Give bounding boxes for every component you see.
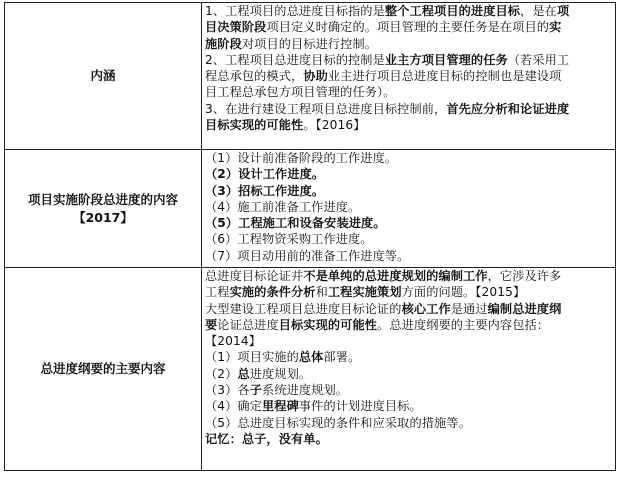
text: 工程: [205, 285, 230, 300]
row-body: [202, 3, 616, 150]
text-line: [205, 366, 612, 382]
bold-text: 核心工作: [401, 301, 451, 316]
text: 部署。: [323, 350, 361, 365]
text: （3）各: [205, 383, 250, 398]
bold-text: 目标实现的可能性: [205, 118, 304, 133]
text-line: [205, 19, 612, 35]
bold-text: 协助: [303, 69, 328, 84]
row-label: [5, 150, 202, 268]
text-line: [205, 248, 612, 264]
text: （6）工程物资采购工作进度。: [205, 232, 373, 247]
text: ，它涉及许多: [487, 269, 562, 283]
text-line: [205, 349, 612, 365]
text-line: [205, 268, 612, 284]
text-line: [205, 183, 612, 199]
text: 项目定义时确定的。项目管理的主要任务是在项目的: [266, 20, 550, 35]
text: （7）项目动用前的准备工作进度等。: [205, 248, 410, 263]
row-label-text: 内涵: [90, 68, 116, 83]
row-label-text: 项目实施阶段总进度的内容: [27, 191, 178, 207]
row-label: [5, 268, 202, 471]
text: 3、在进行建设工程项目总进度目标控制前，: [205, 101, 447, 116]
text-line: [205, 84, 612, 100]
text-line: [205, 398, 612, 414]
text: 目工程总承包方项目管理的任务）。: [205, 85, 396, 100]
text: 事件的计划进度目标。: [298, 399, 422, 414]
table-row-phase-progress: [5, 150, 616, 268]
text: 总进度目标论证并: [205, 269, 304, 283]
bold-text: 编制总进度纲: [487, 301, 562, 316]
bold-text: 子: [249, 383, 263, 398]
text-line: [205, 166, 612, 182]
text: 业主进行项目总进度目标的控制也是建设项: [327, 69, 562, 84]
row-label: [5, 3, 202, 150]
bold-text: 工程实施策划: [327, 285, 402, 300]
text-line: [205, 3, 612, 19]
content-table: [4, 2, 616, 471]
text: 程总承包的模式，: [205, 69, 304, 84]
text-line: [205, 117, 612, 133]
text-line: [205, 333, 612, 349]
text: 大型建设工程项目总进度目标论证的: [205, 301, 402, 316]
text-line: [205, 231, 612, 247]
bold-text: （3）招标工作进度。: [205, 183, 325, 198]
text-line: [205, 101, 612, 117]
text: （若采用工: [507, 52, 570, 67]
bold-text: （5）工程施工和设备安装进度。: [205, 216, 386, 231]
text: 1、工程项目的总进度目标指的是: [205, 4, 385, 18]
row-body: [202, 268, 616, 471]
bold-text: 记忆：总子，没有单。: [205, 431, 328, 446]
bold-text: （2）设计工作进度。: [205, 167, 325, 182]
text-line: [205, 284, 612, 300]
bold-text: 实施的条件分析: [229, 285, 316, 300]
text: 【2014】: [205, 334, 261, 349]
text: 和: [315, 285, 328, 300]
row-label-year: 【2017】: [73, 209, 133, 225]
text: ，是在: [520, 4, 557, 18]
text-line: [205, 382, 612, 398]
bold-text: 不是单纯的总进度规划的编制工作: [303, 269, 488, 283]
bold-text: 目标实现的可能性: [278, 317, 378, 332]
text-line: [205, 317, 612, 333]
bold-text: 实: [549, 20, 562, 35]
table-row-outline: [5, 268, 616, 471]
text: （4）确定: [205, 399, 263, 414]
bold-text: 目决策阶段: [205, 20, 267, 35]
bold-text: 里程碑: [262, 399, 299, 414]
row-body: [202, 150, 616, 268]
text: （1）设计前准备阶段的工作进度。: [205, 151, 398, 165]
row-label-text: 总进度纲要的主要内容: [40, 361, 166, 376]
table-row-intro: [5, 3, 616, 150]
text: 对项目的目标进行控制。: [241, 36, 378, 51]
text: 。总进度纲要的主要内容包括：: [377, 317, 550, 332]
text-line: [205, 415, 612, 431]
bold-text: 要: [205, 317, 218, 332]
text: 。【2016】: [303, 118, 366, 133]
bold-text: 施阶段: [205, 36, 242, 51]
bold-text: 整个工程项目的进度目标: [384, 4, 521, 18]
text: 方面的问题。【2015】: [401, 285, 526, 300]
text: （4）施工前准备工作进度。: [205, 199, 361, 214]
text: 是通过: [450, 301, 488, 316]
text: 2、工程项目总进度目标的控制是: [205, 52, 385, 67]
text: （1）项目实施的: [205, 350, 299, 365]
text-line: [205, 36, 612, 52]
text: （2）: [205, 366, 238, 381]
text: 系统进度规划。: [262, 383, 349, 398]
bold-text: 首先应分析和论证进度: [446, 101, 570, 116]
bold-text: 总: [237, 366, 250, 381]
text: 进度规划。: [249, 366, 312, 381]
text-line: [205, 150, 612, 166]
text-line: [205, 68, 612, 84]
text: 论证总进度: [217, 317, 279, 332]
text-line: [205, 52, 612, 68]
text-line: [205, 199, 612, 215]
bold-text: 项: [556, 4, 570, 18]
text-line: [205, 431, 612, 447]
text-line: [205, 215, 612, 231]
bold-text: 业主方项目管理的任务: [384, 52, 508, 67]
text-line: [205, 301, 612, 317]
text: （5）总进度目标实现的条件和应采取的措施等。: [205, 415, 471, 430]
bold-text: 总体: [298, 350, 324, 365]
